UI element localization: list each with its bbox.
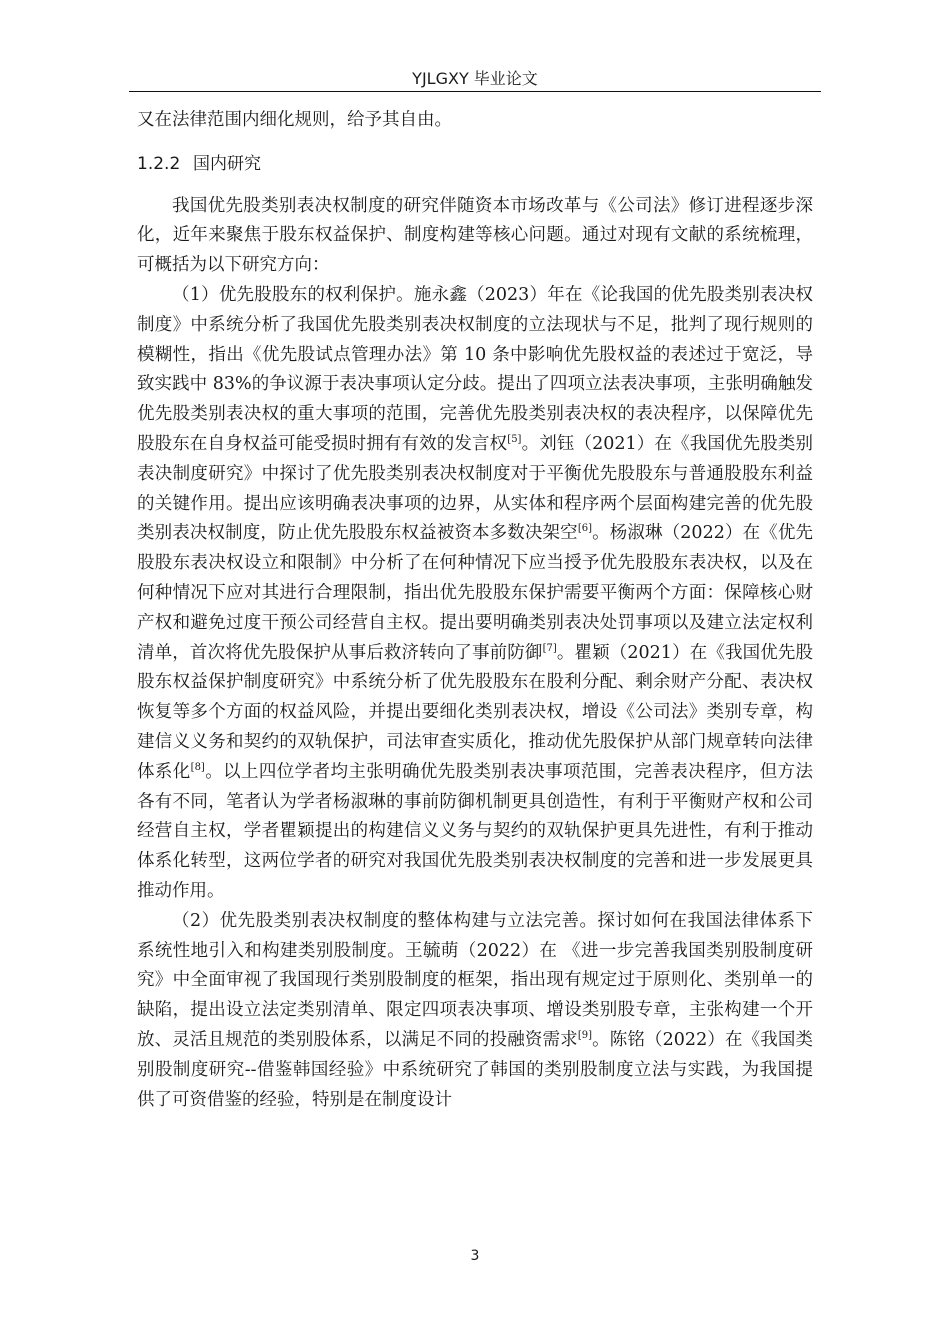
text-run: 。陈铭（2022）在《我国类别股制度研究--借鉴韩国经验》中系统研究了韩国的类别股制度立法与实践，为我国提供了可资借鉴的经验，特别是在制度设计 — [137, 1029, 813, 1110]
citation-ref: [7] — [542, 642, 557, 654]
paragraph-continuation: 又在法律范围内细化规则，给予其自由。 — [137, 110, 452, 130]
text-run: 。刘钰（2021）在《我国优先股类别表决制度研究》中探讨了优先股类别表决权制度对于平衡优先股股东与普通股股东利益的关键作用。提出应该明确表决事项的边界，从实体和程序两个层面构建完善的优先股类别表决权制度，防止优先股股东权益被资本多数决架空 — [137, 433, 813, 544]
citation-ref: [6] — [577, 523, 592, 535]
citation-ref: [9] — [577, 1030, 592, 1042]
paragraph-rights-protection — [137, 281, 813, 907]
text-run: 。杨淑琳（2022）在《优先股股东表决权设立和限制》中分析了在何种情况下应当授予优先股股东表决权，以及在何种情况下应对其进行合理限制，指出优先股股东保护需要平衡两个方面：保障核心财产权和避免过度干预公司经营自主权。提出要明确类别表决处罚事项以及建立法定权利清单，首次将优先股保护从事后救济转向了事前防御 — [137, 523, 813, 663]
paragraph-system-construction — [137, 907, 813, 1116]
page-number: 3 — [470, 1248, 480, 1264]
section-title: 国内研究 — [193, 153, 261, 174]
section-number: 1.2.2 — [137, 153, 181, 174]
page-body — [137, 106, 813, 1115]
paragraph-intro: 我国优先股类别表决权制度的研究伴随资本市场改革与《公司法》修订进程逐步深化，近年来聚焦于股东权益保护、制度构建等核心问题。通过对现有文献的系统梳理，可概括为以下研究方向： — [137, 195, 813, 276]
citation-ref: [8] — [190, 761, 205, 773]
running-header: YJLGXY 毕业论文 — [412, 69, 538, 88]
header-divider — [129, 91, 821, 92]
text-run: （2）优先股类别表决权制度的整体构建与立法完善。探讨如何在我国法律体系下系统性地引入和构建类别股制度。王毓萌（2022）在 《进一步完善我国类别股制度研究》中全面审视了我国现行类别股制度的框架，指出现有规定过于原则化、类别单一的缺陷，提出设立法定类别清单、限定四项表决事项、增设类别股专章，主张构建一个开放、灵活且规范的类别股体系，以满足不同的投融资需求 — [137, 910, 813, 1050]
citation-ref: [5] — [507, 434, 522, 446]
text-run: （1）优先股股东的权利保护。施永鑫（2023）年在《论我国的优先股类别表决权制度》中系统分析了我国优先股类别表决权制度的立法现状与不足，批判了现行规则的模糊性，指出《优先股试点管理办法》第 10 条中影响优先股权益的表述过于宽泛，导致实践中 83%的争议源于表决事项认定分歧。提出了四项立法表决事项，主张明确触发优先股类别表决权的重大事项的范围，完善优先股类别表决权的表决程序，以保障优先股股东在自身权益可能受损时拥有有效的发言权 — [137, 284, 813, 454]
text-run: 。瞿颖（2021）在《我国优先股股东权益保护制度研究》中系统分析了优先股股东在股利分配、剩余财产分配、表决权恢复等多个方面的权益风险，并提出要细化类别表决权，增设《公司法》类别专章，构建信义义务和契约的双轨保护，司法审查实质化，推动优先股保护从部门规章转向法律体系化 — [137, 642, 813, 782]
text-run: 。以上四位学者均主张明确优先股类别表决事项范围，完善表决程序，但方法各有不同，笔者认为学者杨淑琳的事前防御机制更具创造性，有利于平衡财产权和公司经营自主权，学者瞿颖提出的构建信义义务与契约的双轨保护更具先进性，有利于推动体系化转型，这两位学者的研究对我国优先股类别表决权制度的完善和进一步发展更具推动作用。 — [137, 761, 814, 901]
section-heading — [137, 150, 813, 180]
